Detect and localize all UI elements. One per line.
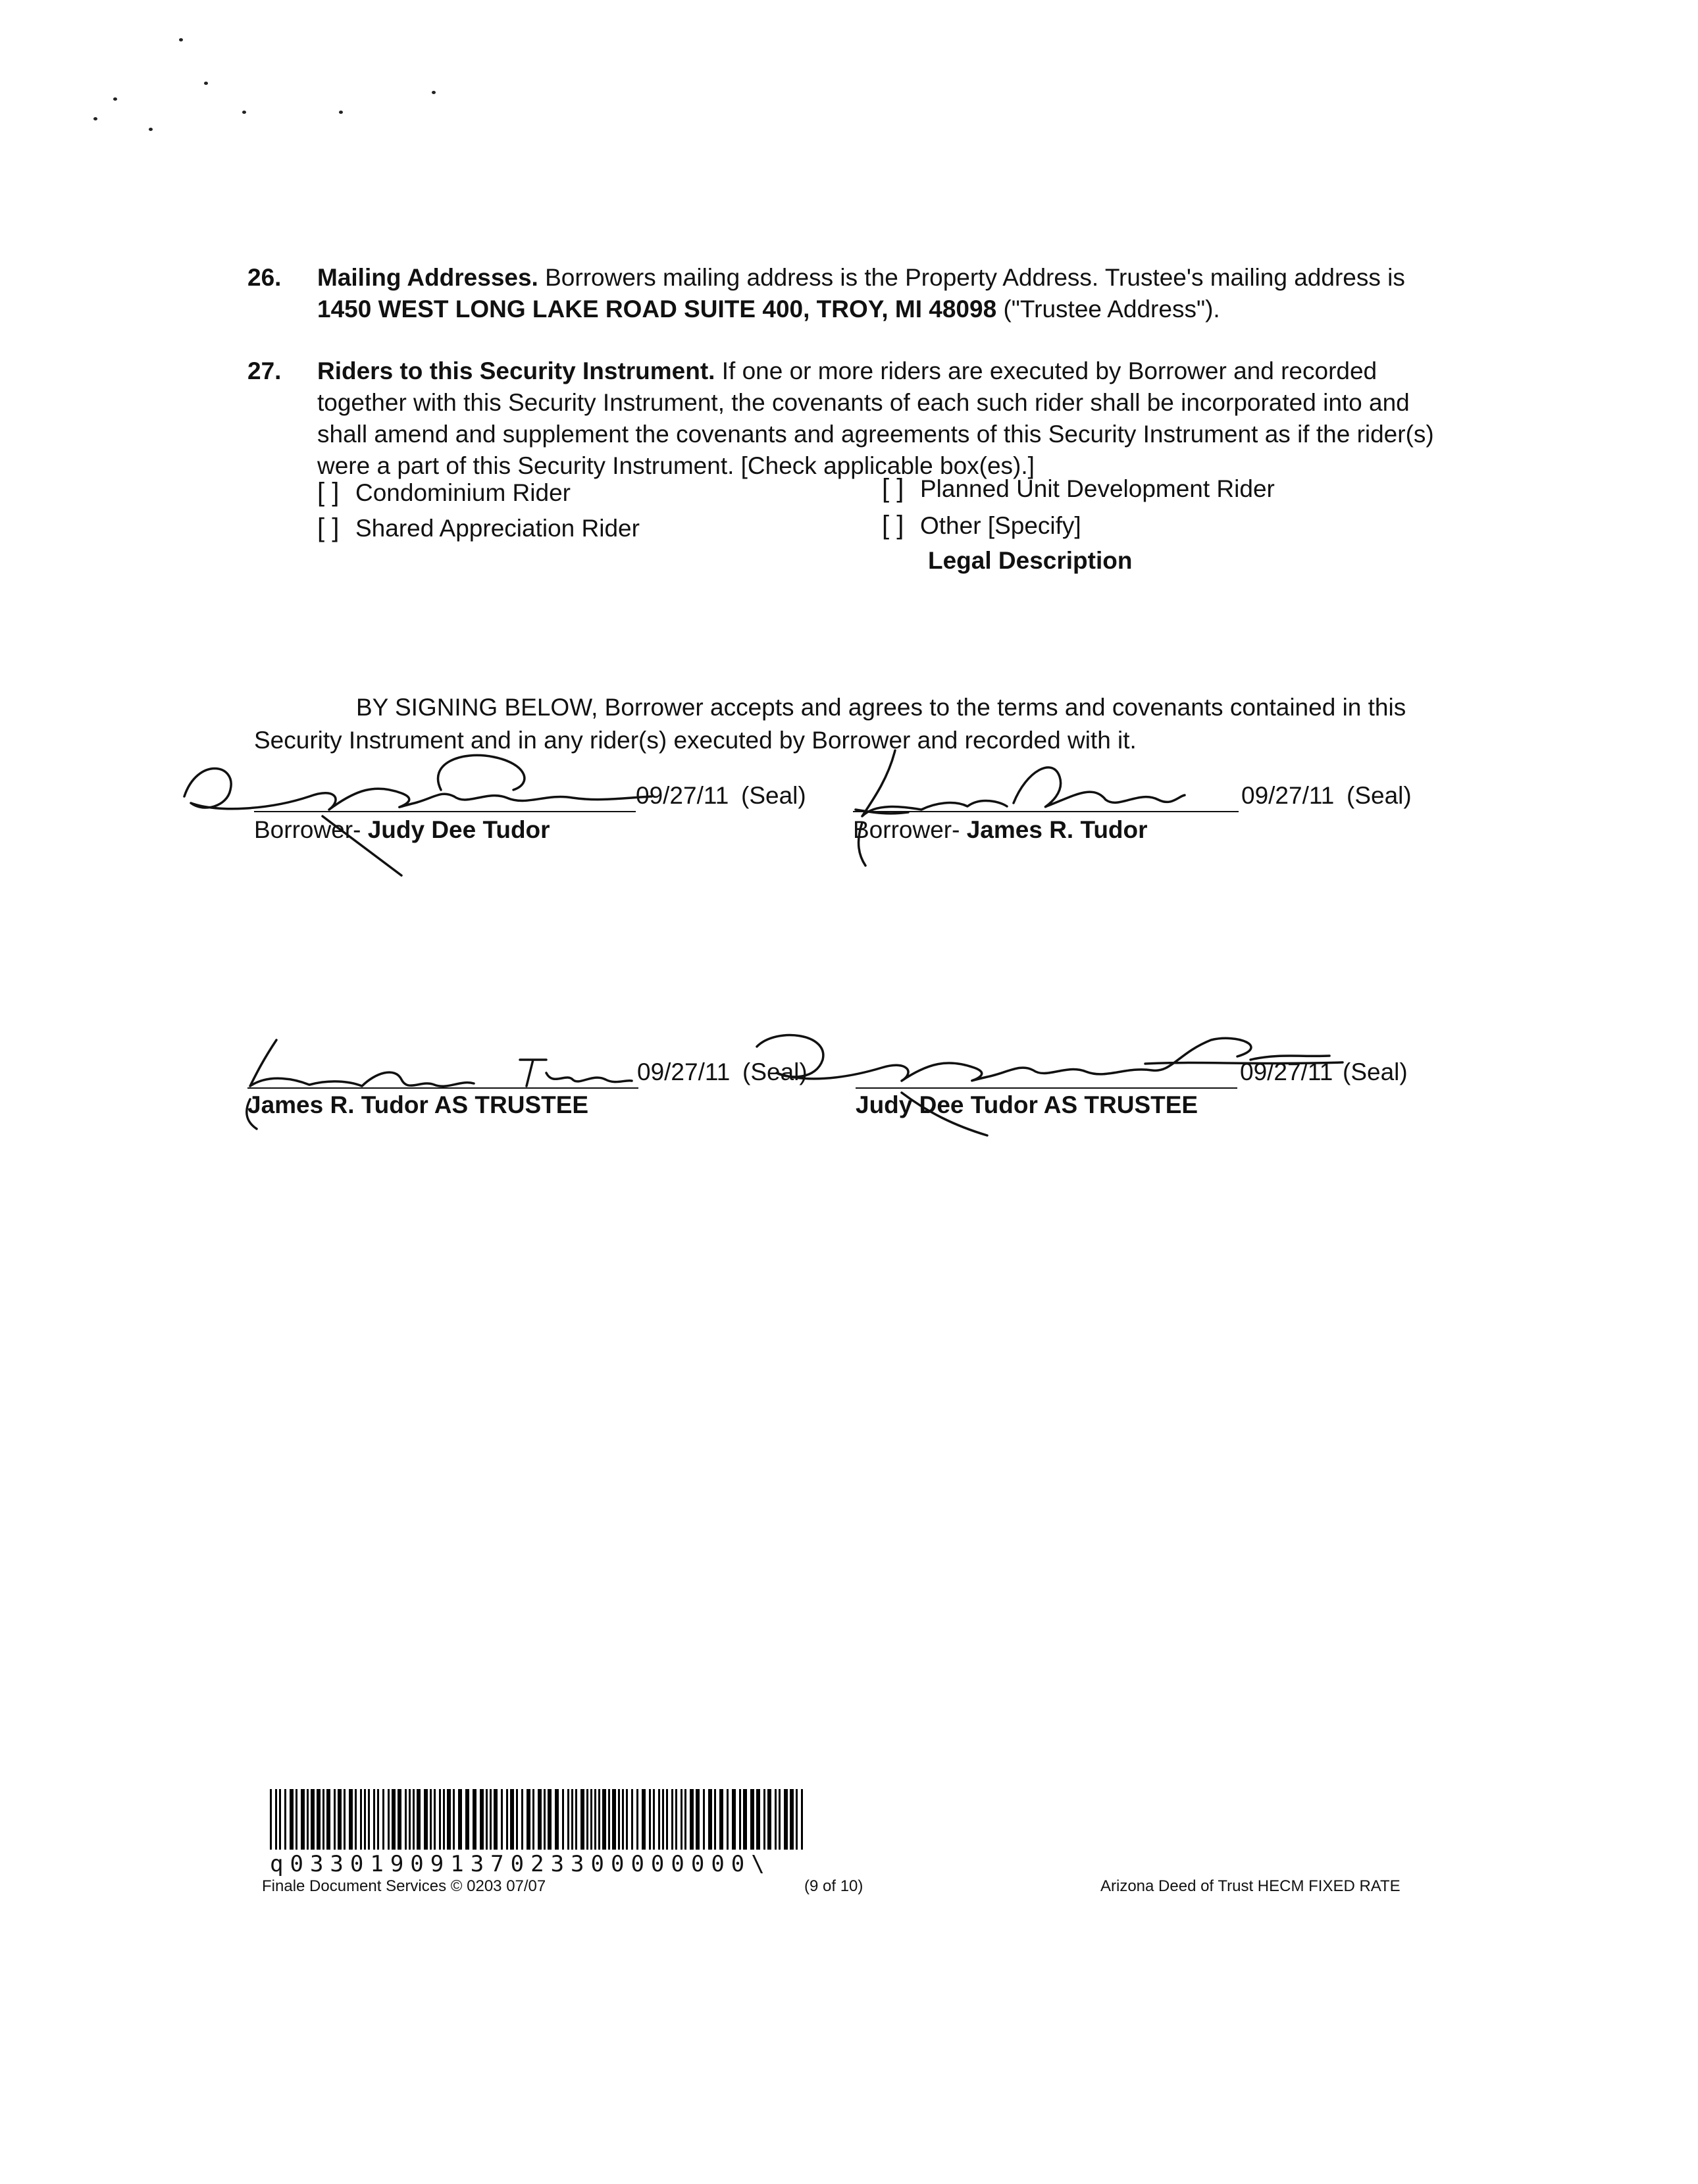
signer-name: James R. Tudor AS TRUSTEE bbox=[247, 1091, 589, 1118]
section-text: If one or more riders are executed by Borrower and recorded together with this Security Instrument, the covenants of each such rider shall be incorporated into and shall amend and supplement the covenants and agreements of this Security Instrument as if the rider(s) were a part of this Security Instrument. [Check applicable box(es).] bbox=[317, 357, 1434, 479]
footer-page-number: (9 of 10) bbox=[804, 1877, 863, 1895]
handwritten-signature bbox=[237, 1033, 645, 1132]
rider-label: Planned Unit Development Rider bbox=[920, 475, 1275, 502]
rider-checkbox: [ ] bbox=[882, 474, 904, 503]
footer-left: Finale Document Services © 0203 07/07 bbox=[262, 1877, 546, 1895]
rider-checkbox: [ ] bbox=[882, 511, 904, 540]
scan-speck bbox=[432, 91, 436, 94]
signer-name: James R. Tudor bbox=[966, 816, 1148, 843]
rider-label: Condominium Rider bbox=[355, 479, 571, 506]
signature-date: 09/27/11 bbox=[1241, 782, 1335, 809]
trustee-address: 1450 WEST LONG LAKE ROAD SUITE 400, TROY, MI 48098 bbox=[317, 296, 997, 323]
section-title: Mailing Addresses. bbox=[317, 264, 538, 291]
section-text: Borrowers mailing address is the Property Address. Trustee's mailing address is bbox=[538, 264, 1405, 291]
rider-condominium bbox=[317, 477, 571, 509]
scan-speck bbox=[93, 117, 97, 120]
signing-statement: BY SIGNING BELOW, Borrower accepts and agrees to the terms and covenants contained in this Security Instrument and in any rider(s) executed by Borrower and recorded with it. bbox=[254, 694, 1406, 754]
barcode-number: q03301909137023300000000\ bbox=[270, 1851, 771, 1877]
section-text: ("Trustee Address"). bbox=[996, 296, 1220, 323]
scan-speck bbox=[339, 111, 343, 114]
scan-speck bbox=[204, 82, 208, 85]
rider-shared-appreciation bbox=[317, 512, 640, 544]
signer-name: Judy Dee Tudor bbox=[367, 816, 550, 843]
handwritten-signature bbox=[750, 1027, 1382, 1145]
signer-role: Borrower- bbox=[254, 816, 368, 843]
signer-name: Judy Dee Tudor AS TRUSTEE bbox=[856, 1091, 1198, 1118]
scan-speck bbox=[113, 97, 117, 101]
handwritten-signature bbox=[849, 744, 1191, 869]
barcode-image bbox=[270, 1789, 810, 1850]
rider-checkbox: [ ] bbox=[317, 478, 340, 507]
signature-date: 09/27/11 bbox=[1240, 1058, 1333, 1085]
section-riders bbox=[247, 355, 1452, 482]
rider-other-specified: Legal Description bbox=[928, 547, 1133, 574]
signature-date: 09/27/11 bbox=[636, 782, 729, 809]
signature-seal: (Seal) bbox=[741, 782, 806, 809]
scan-speck bbox=[179, 38, 183, 41]
rider-other bbox=[882, 509, 1081, 542]
handwritten-signature bbox=[178, 750, 665, 882]
signature-date: 09/27/11 bbox=[637, 1058, 731, 1085]
signature-seal: (Seal) bbox=[1347, 782, 1412, 809]
section-number: 26. bbox=[247, 264, 282, 291]
rider-label: Shared Appreciation Rider bbox=[355, 515, 640, 542]
signer-role: Borrower- bbox=[853, 816, 967, 843]
rider-label: Other [Specify] bbox=[920, 512, 1081, 539]
signature-seal: (Seal) bbox=[742, 1058, 808, 1085]
signature-seal: (Seal) bbox=[1343, 1058, 1408, 1085]
section-mailing-addresses bbox=[247, 262, 1452, 325]
scan-speck bbox=[149, 128, 153, 131]
rider-planned-unit-development bbox=[882, 473, 1275, 505]
section-title: Riders to this Security Instrument. bbox=[317, 357, 715, 384]
scan-speck bbox=[242, 111, 246, 114]
rider-checkbox: [ ] bbox=[317, 513, 340, 542]
section-number: 27. bbox=[247, 357, 282, 384]
footer-document-title: Arizona Deed of Trust HECM FIXED RATE bbox=[1100, 1877, 1401, 1895]
